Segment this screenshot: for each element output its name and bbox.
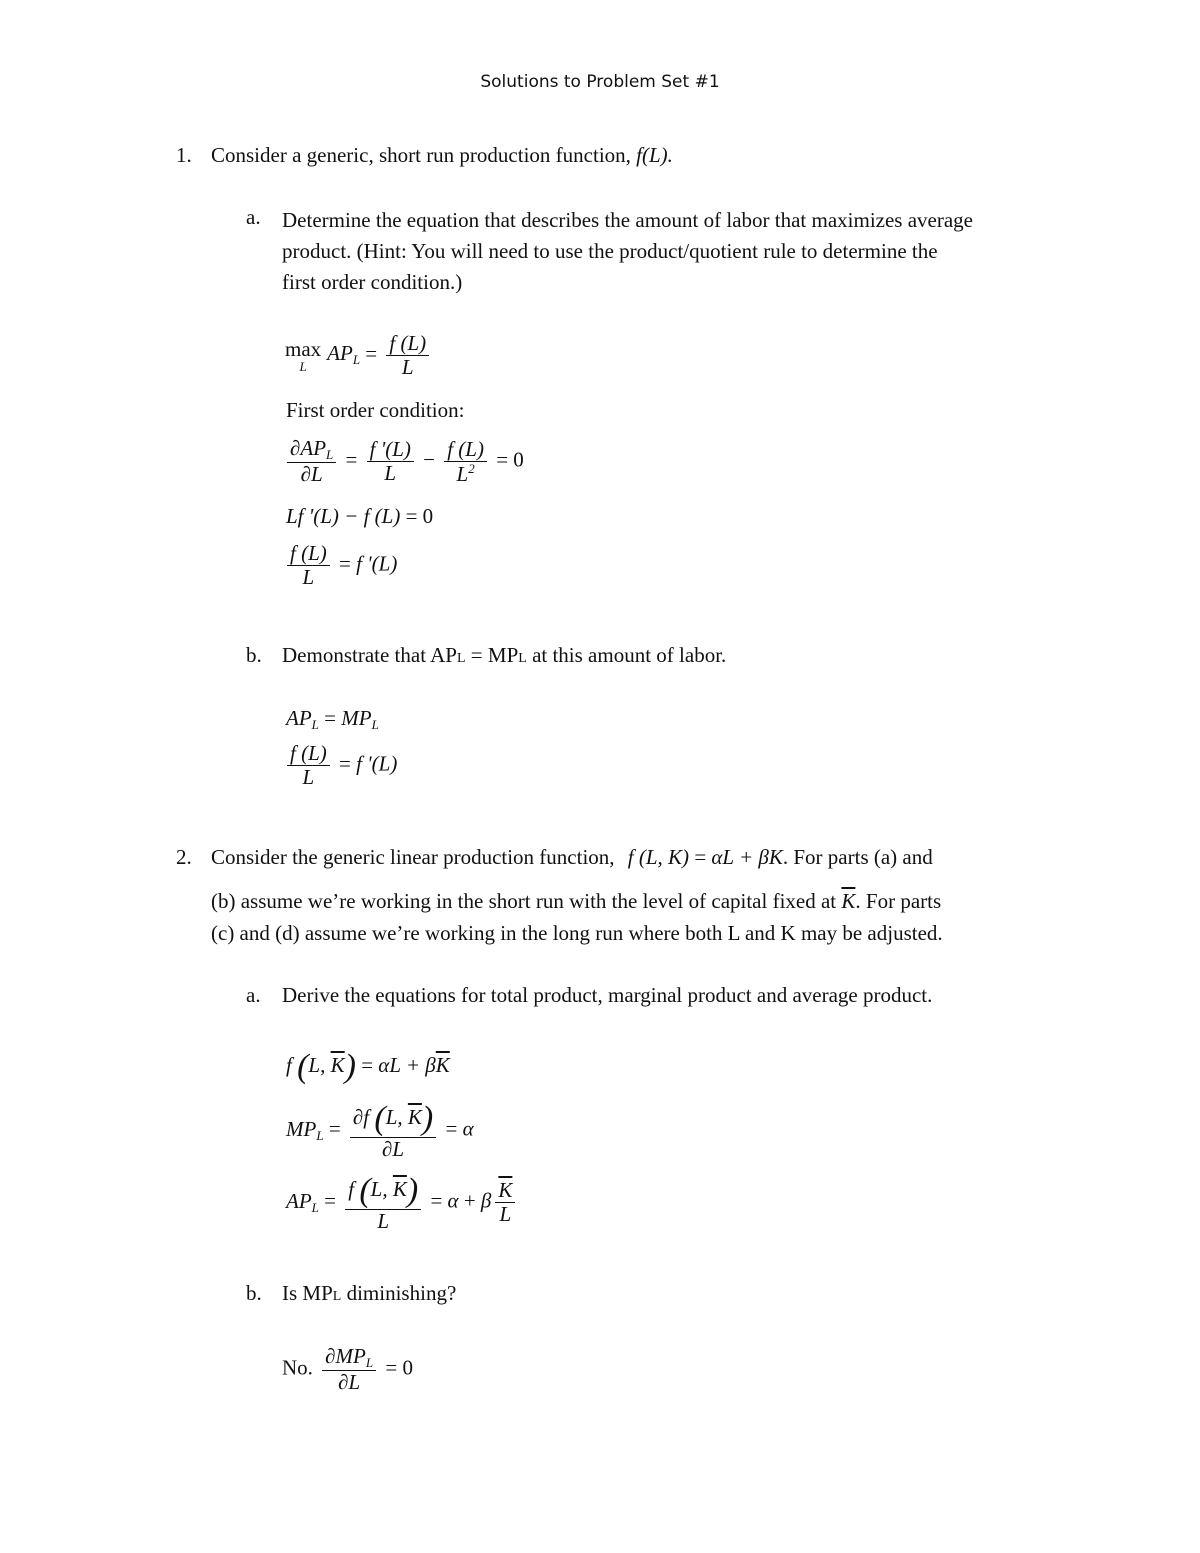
q1a-objective-equation: max L $AP_L$ = $\frac{f (L)}{L}$ [285,332,433,379]
q1-text: Consider a generic, short run production function, [211,143,631,167]
q1a-foc-simplified: Lf '(L) − f (L) = 0 [286,504,434,528]
q1a-prompt [282,205,1082,298]
q1b-result-equation: $\frac{f (L)}{L}$ = f '(L) [283,742,397,789]
q1a-line-2: product. (Hint: You will need to use the product/quotient rule to determine the [282,239,938,263]
q2a-marginal-product: $MP_L$ = $\frac{\partial f (L, \overline{K})}{\partial L}$ = α [286,1100,474,1162]
q2a-label: a. [246,983,261,1007]
q1-prompt [211,143,673,168]
page-title: Solutions to Problem Set #1 [480,72,720,92]
q2b-label: b. [246,1281,262,1305]
q2b-answer-text: No. [282,1355,313,1380]
q1a-label: a. [246,205,261,229]
q2a-total-product: f (L, $\overline{K}) = \alpha L + \beta\overline{K}$ [286,1048,450,1085]
k-bar-symbol: $\overline{K}$ [841,889,856,913]
q2-line-2: (b) assume we’re working in the short run with the level of capital fixed at $\overline{K}$. For parts [211,889,942,913]
q2b-prompt: Is MPL diminishing? [282,1281,457,1305]
q1b-equality: $AP_L = MP_L$ [286,706,379,732]
q1a-line-3: first order condition.) [282,270,463,294]
q2-linear-function: f (L, K) = αL + βK [627,845,783,869]
q1-function: f(L). [636,143,673,167]
q2b-answer: No. $\frac{\partial MP_L}{\partial L}$ = 0 [282,1344,413,1395]
q2a-prompt: Derive the equations for total product, marginal product and average product. [282,983,933,1007]
q1b-label: b. [246,643,262,667]
q2a-average-product: $AP_L$ = $\frac{f (L, \overline{K})}{L}$ = α + β $\frac{\overline{K}}{L}$ [286,1172,519,1233]
q2-number: 2. [176,845,192,869]
q1a-foc-equation: $\frac{\partial AP_L}{\partial L}$ = $\frac{f '(L)}{L}$ − $\frac{f (L)}{L^2}$ = 0 [283,437,524,486]
q1a-line-1: Determine the equation that describes the amount of labor that maximizes average [282,208,973,232]
q2-line-3: (c) and (d) assume we’re working in the long run where both L and K may be adjusted. [211,921,943,945]
q1a-result-equation: $\frac{f (L)}{L}$ = f '(L) [283,542,397,589]
q1b-prompt: Demonstrate that APL = MPL at this amount of labor. [282,643,727,667]
q1a-foc-label: First order condition: [286,398,465,422]
q1-number: 1. [176,143,192,167]
q2-line-1: Consider the generic linear production function, f (L, K) = αL + βK. For parts (a) and [211,845,933,869]
